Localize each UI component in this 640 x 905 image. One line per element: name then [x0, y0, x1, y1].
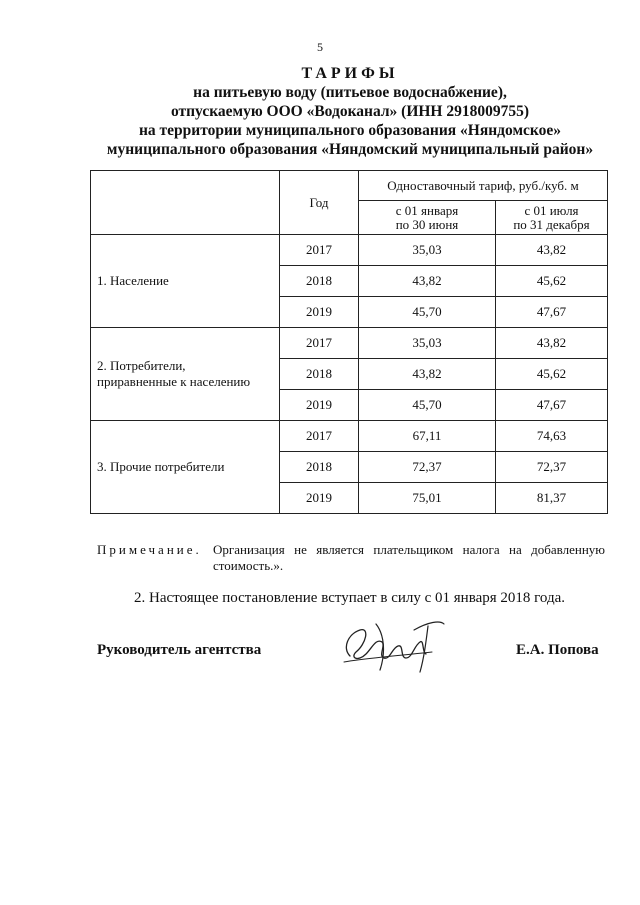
- year-cell: 2017: [280, 421, 359, 452]
- year-header: Год: [280, 171, 359, 235]
- tariff-b-cell: 43,82: [496, 235, 608, 266]
- tariff-b-cell: 47,67: [496, 390, 608, 421]
- table-row: [91, 421, 608, 452]
- tariff-b-cell: 45,62: [496, 266, 608, 297]
- signatory-name: Е.А. Попова: [516, 642, 599, 658]
- period-b-line2: по 31 декабря: [513, 216, 590, 232]
- category-label: 2. Потребители,: [97, 358, 186, 373]
- category-cell: [91, 235, 280, 328]
- period-a-line2: по 30 июня: [395, 216, 459, 232]
- tariff-a-cell: 45,70: [359, 390, 496, 421]
- table-row: [91, 235, 608, 266]
- signatory-position: Руководитель агентства: [97, 642, 262, 658]
- title-line-4: на территории муниципального образования «Няндомское»: [138, 122, 561, 139]
- year-cell: 2019: [280, 297, 359, 328]
- year-cell: 2019: [280, 483, 359, 514]
- tariff-a-cell: 67,11: [359, 421, 496, 452]
- page-number: 5: [317, 40, 323, 54]
- tariff-a-cell: 35,03: [359, 235, 496, 266]
- handwritten-signature: [336, 612, 446, 676]
- year-cell: 2017: [280, 235, 359, 266]
- tariff-a-cell: 45,70: [359, 297, 496, 328]
- period-a-header: [359, 201, 496, 235]
- period-a-line1: с 01 января: [395, 202, 459, 218]
- note-text: Организация не является плательщиком налога на добавленную стоимость.».: [213, 542, 605, 573]
- tariff-table: [90, 170, 608, 514]
- document-title: [60, 64, 640, 159]
- title-line-1: ТАРИФЫ: [301, 65, 399, 82]
- tariff-a-cell: 75,01: [359, 483, 496, 514]
- tariff-b-cell: 45,62: [496, 359, 608, 390]
- category-label-line2: приравненные к населению: [97, 374, 251, 389]
- tariff-b-cell: 81,37: [496, 483, 608, 514]
- category-cell: [91, 328, 280, 421]
- tariff-a-cell: 72,37: [359, 452, 496, 483]
- tariff-b-cell: 47,67: [496, 297, 608, 328]
- effective-date-clause: 2. Настоящее постановление вступает в силу с 01 января 2018 года.: [134, 590, 566, 606]
- tariff-b-cell: 74,63: [496, 421, 608, 452]
- year-cell: 2019: [280, 390, 359, 421]
- tariff-header: Одноставочный тариф, руб./куб. м: [359, 171, 608, 201]
- table-header-row: [91, 171, 608, 201]
- title-line-3: отпускаемую ООО «Водоканал» (ИНН 2918009755): [170, 103, 530, 120]
- year-cell: 2017: [280, 328, 359, 359]
- tariff-a-cell: 43,82: [359, 266, 496, 297]
- tariff-a-cell: 43,82: [359, 359, 496, 390]
- tariff-a-cell: 35,03: [359, 328, 496, 359]
- category-cell: [91, 421, 280, 514]
- period-b-line1: с 01 июля: [524, 202, 579, 218]
- year-cell: 2018: [280, 359, 359, 390]
- note-label: Примечание.: [97, 542, 202, 557]
- tariff-b-cell: 72,37: [496, 452, 608, 483]
- table-row: [91, 328, 608, 359]
- category-header-cell: [91, 171, 280, 235]
- period-b-header: [496, 201, 608, 235]
- category-label: 1. Население: [97, 273, 169, 288]
- tariff-b-cell: 43,82: [496, 328, 608, 359]
- year-cell: 2018: [280, 452, 359, 483]
- title-line-2: на питьевую воду (питьевое водоснабжение),: [193, 84, 507, 101]
- title-line-5: муниципального образования «Няндомский муниципальный район»: [106, 141, 594, 158]
- category-label: 3. Прочие потребители: [97, 459, 225, 474]
- year-cell: 2018: [280, 266, 359, 297]
